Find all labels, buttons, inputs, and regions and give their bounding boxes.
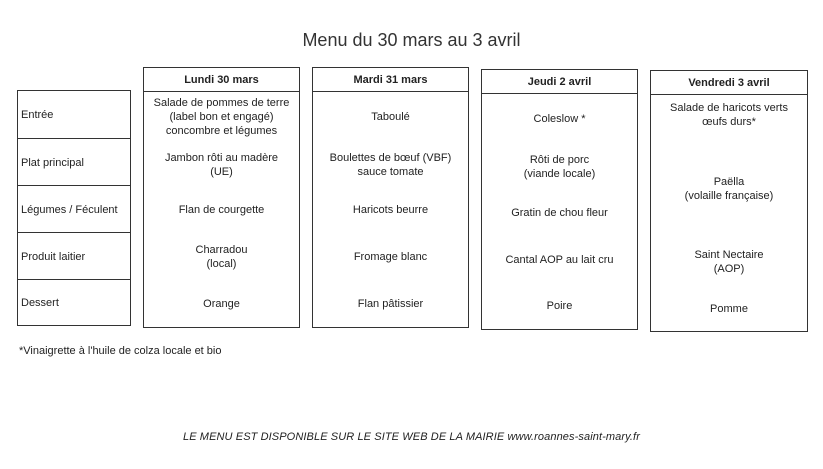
row-labels-column	[17, 90, 131, 326]
footnote: *Vinaigrette à l'huile de colza locale et bio	[19, 345, 222, 357]
day-column-lundi	[143, 67, 300, 328]
plat-cell: Jambon rôti au madère (UE)	[164, 151, 279, 178]
row-label-plat-principal: Plat principal	[18, 138, 130, 186]
page-title: Menu du 30 mars au 3 avril	[302, 30, 521, 50]
laitier-cell: Fromage blanc	[353, 250, 428, 263]
row-label-produit-laitier: Produit laitier	[18, 232, 130, 280]
legumes-cell: Flan de courgette	[178, 204, 265, 216]
laitier-cell: Cantal AOP au lait cru	[505, 253, 614, 266]
row-label-dessert: Dessert	[18, 279, 130, 326]
entree-cell: Coleslow *	[533, 113, 586, 125]
entree-cell: Taboulé	[371, 111, 410, 123]
footer-notice: LE MENU EST DISPONIBLE SUR LE SITE WEB DE LA MAIRIE www.roannes-saint-mary.fr	[183, 431, 640, 443]
entree-cell: Salade de pommes de terre (label bon et engagé) concombre et légumes	[153, 97, 290, 137]
day-column-mardi	[312, 67, 469, 328]
laitier-cell: Saint Nectaire (AOP)	[694, 248, 764, 275]
entree-cell: Salade de haricots verts œufs durs*	[669, 102, 788, 128]
dessert-cell: Poire	[546, 299, 573, 312]
plat-cell: Rôti de porc (viande locale)	[523, 153, 596, 180]
laitier-cell: Charradou (local)	[195, 243, 248, 270]
day-header: Lundi 30 mars	[144, 68, 299, 92]
legumes-cell: Haricots beurre	[352, 204, 429, 216]
plat-cell: Boulettes de bœuf (VBF) sauce tomate	[329, 151, 452, 178]
day-column-jeudi	[481, 69, 638, 330]
row-label-entree: Entrée	[21, 109, 54, 121]
day-column-vendredi	[650, 70, 808, 332]
day-header: Mardi 31 mars	[313, 68, 468, 92]
dessert-cell: Flan pâtissier	[357, 297, 424, 310]
plat-legumes-cell: Paëlla (volaille française)	[684, 176, 774, 202]
legumes-cell: Gratin de chou fleur	[511, 207, 608, 219]
dessert-cell: Pomme	[710, 303, 748, 315]
row-label-legumes-feculent: Légumes / Féculent	[18, 185, 130, 233]
day-header: Vendredi 3 avril	[651, 71, 807, 95]
day-header: Jeudi 2 avril	[482, 70, 637, 94]
dessert-cell: Orange	[203, 297, 240, 310]
